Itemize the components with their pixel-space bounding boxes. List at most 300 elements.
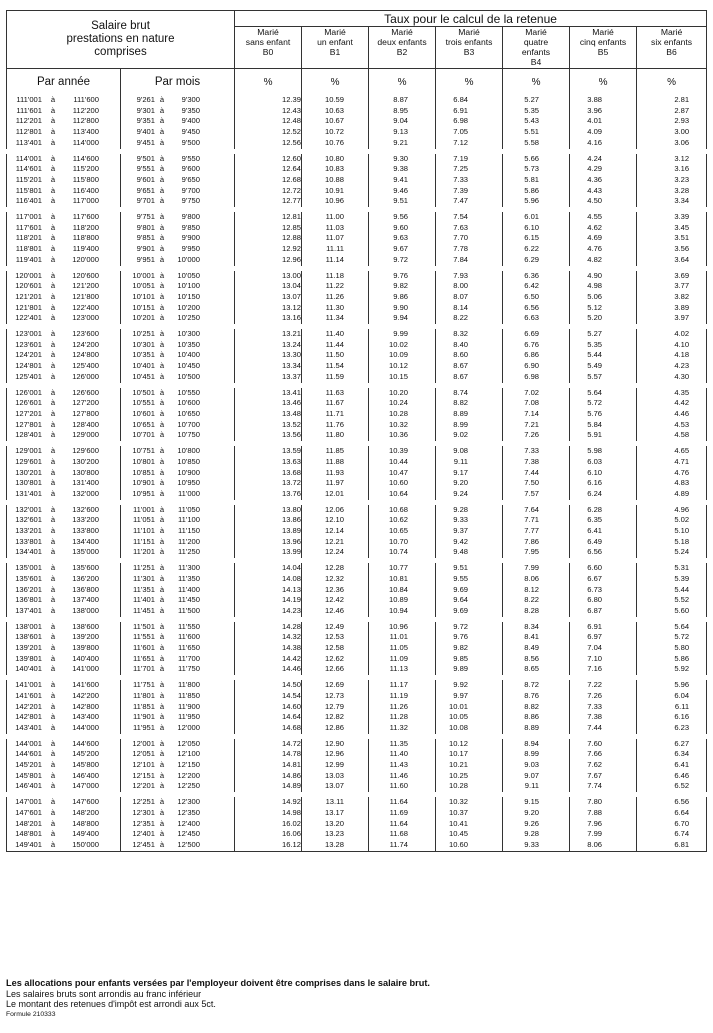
rate-b5: 7.80 xyxy=(570,795,637,808)
rate-b5: 7.60 xyxy=(570,736,637,749)
table-row xyxy=(7,537,707,548)
rate-rows xyxy=(7,95,707,851)
rate-b2: 9.76 xyxy=(369,268,436,281)
rate-b4: 6.36 xyxy=(503,268,570,281)
annual-range xyxy=(7,585,121,596)
column-header-line: B3 xyxy=(463,47,475,58)
monthly-range xyxy=(121,127,235,138)
rate-b1: 12.99 xyxy=(302,760,369,771)
monthly-range xyxy=(121,781,235,794)
rate-b6: 3.82 xyxy=(637,292,707,303)
range-separator: à xyxy=(159,446,165,456)
monthly-range xyxy=(121,303,235,314)
rate-b5: 4.01 xyxy=(570,116,637,127)
monthly-from: 11'051 xyxy=(132,515,155,525)
range-separator: à xyxy=(50,467,56,477)
table-row xyxy=(7,478,707,489)
monthly-from: 10'901 xyxy=(132,478,155,488)
rate-b4: 6.42 xyxy=(503,281,570,292)
rate-b3: 9.69 xyxy=(436,606,503,619)
annual-to: 114'600 xyxy=(72,153,99,163)
annual-range xyxy=(7,175,121,186)
monthly-range xyxy=(121,502,235,515)
range-separator: à xyxy=(159,185,165,195)
salary-header-line: Salaire brut xyxy=(91,20,150,32)
rate-b1: 13.07 xyxy=(302,781,369,794)
table-row xyxy=(7,723,707,736)
range-separator: à xyxy=(159,291,165,301)
rate-b5: 6.03 xyxy=(570,457,637,468)
annual-to: 140'400 xyxy=(72,653,99,663)
rate-b6: 3.51 xyxy=(637,233,707,244)
rate-b0: 12.77 xyxy=(235,196,302,209)
annual-range xyxy=(7,164,121,175)
tax-rate-table xyxy=(6,10,707,852)
rate-b1: 11.71 xyxy=(302,409,369,420)
rate-b3: 6.84 xyxy=(436,95,503,106)
annual-to: 136'200 xyxy=(72,573,99,583)
rate-b4: 6.22 xyxy=(503,244,570,255)
rate-b4: 8.28 xyxy=(503,606,570,619)
range-separator: à xyxy=(159,329,165,339)
rate-b5: 7.16 xyxy=(570,664,637,677)
annual-range xyxy=(7,186,121,197)
annual-to: 147'000 xyxy=(72,781,99,791)
rate-b2: 11.17 xyxy=(369,678,436,691)
rate-b0: 16.02 xyxy=(235,819,302,830)
annual-from: 143'401 xyxy=(15,722,42,732)
rate-b4: 9.11 xyxy=(503,781,570,794)
annual-range xyxy=(7,574,121,585)
monthly-to: 11'850 xyxy=(177,690,200,700)
range-separator: à xyxy=(50,653,56,663)
range-separator: à xyxy=(159,680,165,690)
rate-b4: 6.50 xyxy=(503,292,570,303)
annual-range xyxy=(7,444,121,457)
table-row xyxy=(7,574,707,585)
monthly-from: 12'351 xyxy=(132,818,155,828)
annual-from: 132'601 xyxy=(15,515,42,525)
range-separator: à xyxy=(159,222,165,232)
rate-b0: 12.56 xyxy=(235,138,302,151)
monthly-to: 9'750 xyxy=(181,196,200,206)
range-separator: à xyxy=(159,504,165,514)
annual-from: 120'001 xyxy=(15,270,42,280)
rate-b3: 9.28 xyxy=(436,502,503,515)
rate-b5: 5.84 xyxy=(570,420,637,431)
rate-b6: 5.64 xyxy=(637,619,707,632)
column-header-b4 xyxy=(503,27,570,69)
monthly-to: 12'150 xyxy=(177,760,200,770)
rate-b6: 5.86 xyxy=(637,654,707,665)
monthly-range xyxy=(121,186,235,197)
column-header-line: Marié xyxy=(525,27,547,38)
rate-b5: 6.35 xyxy=(570,515,637,526)
table-row xyxy=(7,255,707,268)
range-separator: à xyxy=(50,632,56,642)
range-separator: à xyxy=(50,95,56,104)
rate-b5: 4.43 xyxy=(570,186,637,197)
rate-b5: 7.67 xyxy=(570,771,637,782)
annual-from: 124'801 xyxy=(15,361,42,371)
rate-b5: 6.73 xyxy=(570,585,637,596)
range-separator: à xyxy=(50,504,56,514)
annual-to: 119'400 xyxy=(72,244,99,254)
rate-b0: 13.00 xyxy=(235,268,302,281)
rate-b2: 10.39 xyxy=(369,444,436,457)
rate-b6: 6.81 xyxy=(637,840,707,851)
rate-b6: 6.74 xyxy=(637,829,707,840)
rate-b2: 8.87 xyxy=(369,95,436,106)
rate-b0: 13.96 xyxy=(235,537,302,548)
annual-to: 127'200 xyxy=(72,398,99,408)
annual-from: 126'601 xyxy=(15,398,42,408)
rate-b4: 8.41 xyxy=(503,632,570,643)
annual-from: 148'201 xyxy=(15,818,42,828)
annual-from: 121'801 xyxy=(15,302,42,312)
rate-b3: 9.85 xyxy=(436,654,503,665)
rate-b0: 12.48 xyxy=(235,116,302,127)
rate-b4: 7.50 xyxy=(503,478,570,489)
annual-to: 122'400 xyxy=(72,302,99,312)
annual-from: 142'201 xyxy=(15,701,42,711)
annual-to: 113'400 xyxy=(72,127,99,137)
monthly-range xyxy=(121,398,235,409)
range-separator: à xyxy=(159,233,165,243)
rate-b6: 4.83 xyxy=(637,478,707,489)
monthly-range xyxy=(121,808,235,819)
table-row xyxy=(7,502,707,515)
rate-b1: 11.97 xyxy=(302,478,369,489)
rate-b2: 10.94 xyxy=(369,606,436,619)
annual-to: 132'000 xyxy=(72,488,99,498)
column-header-b6 xyxy=(637,27,707,69)
monthly-range xyxy=(121,430,235,443)
table-row xyxy=(7,409,707,420)
rate-b4: 7.44 xyxy=(503,468,570,479)
rate-b5: 4.76 xyxy=(570,244,637,255)
rate-b0: 13.56 xyxy=(235,430,302,443)
range-separator: à xyxy=(159,536,165,546)
rate-b6: 4.53 xyxy=(637,420,707,431)
annual-to: 139'800 xyxy=(72,643,99,653)
annual-to: 142'200 xyxy=(72,690,99,700)
rate-b1: 12.49 xyxy=(302,619,369,632)
table-row xyxy=(7,585,707,596)
annual-from: 139'201 xyxy=(15,643,42,653)
rate-b0: 14.38 xyxy=(235,643,302,654)
monthly-range xyxy=(121,361,235,372)
table-row xyxy=(7,643,707,654)
annual-from: 138'001 xyxy=(15,621,42,631)
monthly-to: 11'600 xyxy=(177,632,200,642)
rate-b4: 7.38 xyxy=(503,457,570,468)
annual-range xyxy=(7,515,121,526)
rate-b6: 4.10 xyxy=(637,340,707,351)
range-separator: à xyxy=(159,749,165,759)
rate-b3: 9.76 xyxy=(436,632,503,643)
annual-from: 116'401 xyxy=(15,196,42,206)
annual-from: 131'401 xyxy=(15,488,42,498)
annual-range xyxy=(7,244,121,255)
rate-b3: 10.05 xyxy=(436,712,503,723)
rate-b6: 6.27 xyxy=(637,736,707,749)
range-separator: à xyxy=(50,281,56,291)
annual-range xyxy=(7,760,121,771)
monthly-from: 10'001 xyxy=(132,270,155,280)
range-separator: à xyxy=(159,430,165,440)
rate-b2: 11.68 xyxy=(369,829,436,840)
annual-range xyxy=(7,606,121,619)
annual-range xyxy=(7,664,121,677)
rate-b5: 6.24 xyxy=(570,489,637,502)
table-row xyxy=(7,196,707,209)
range-separator: à xyxy=(50,680,56,690)
rate-b0: 14.32 xyxy=(235,632,302,643)
range-separator: à xyxy=(50,547,56,557)
column-header-b5 xyxy=(570,27,637,69)
rate-b4: 7.99 xyxy=(503,561,570,574)
monthly-to: 10'000 xyxy=(177,254,200,264)
rate-b0: 13.16 xyxy=(235,313,302,326)
monthly-from: 9'401 xyxy=(136,127,155,137)
rate-b2: 9.13 xyxy=(369,127,436,138)
monthly-from: 11'151 xyxy=(132,536,155,546)
annual-from: 112'201 xyxy=(15,116,42,126)
rate-b1: 13.03 xyxy=(302,771,369,782)
table-row xyxy=(7,606,707,619)
table-row xyxy=(7,303,707,314)
annual-range xyxy=(7,478,121,489)
monthly-range xyxy=(121,574,235,585)
monthly-range xyxy=(121,632,235,643)
range-separator: à xyxy=(159,244,165,254)
annual-from: 125'401 xyxy=(15,371,42,381)
column-header-b0 xyxy=(235,27,302,69)
monthly-from: 9'951 xyxy=(136,254,155,264)
rate-b3: 10.32 xyxy=(436,795,503,808)
monthly-range xyxy=(121,385,235,398)
annual-to: 114'000 xyxy=(72,137,99,147)
rate-b3: 7.25 xyxy=(436,164,503,175)
range-separator: à xyxy=(50,573,56,583)
monthly-range xyxy=(121,327,235,340)
annual-range xyxy=(7,547,121,560)
rate-b5: 5.27 xyxy=(570,327,637,340)
range-separator: à xyxy=(50,760,56,770)
monthly-range xyxy=(121,164,235,175)
annual-range xyxy=(7,840,121,851)
range-separator: à xyxy=(50,563,56,573)
monthly-from: 10'951 xyxy=(132,488,155,498)
rate-b5: 6.49 xyxy=(570,537,637,548)
rate-b3: 7.05 xyxy=(436,127,503,138)
annual-range xyxy=(7,327,121,340)
rate-b3: 8.32 xyxy=(436,327,503,340)
monthly-to: 11'100 xyxy=(177,515,200,525)
rate-b2: 9.94 xyxy=(369,313,436,326)
annual-to: 139'200 xyxy=(72,632,99,642)
tax-rate-sheet xyxy=(6,10,706,852)
range-separator: à xyxy=(50,291,56,301)
annual-range xyxy=(7,526,121,537)
monthly-from: 9'851 xyxy=(136,233,155,243)
rate-b3: 8.40 xyxy=(436,340,503,351)
annual-from: 148'801 xyxy=(15,829,42,839)
monthly-to: 9'300 xyxy=(181,95,200,104)
monthly-to: 10'550 xyxy=(177,387,200,397)
rate-b2: 11.19 xyxy=(369,691,436,702)
annual-from: 124'201 xyxy=(15,350,42,360)
rate-b0: 14.46 xyxy=(235,664,302,677)
range-separator: à xyxy=(50,488,56,498)
monthly-range xyxy=(121,840,235,851)
rate-b5: 3.88 xyxy=(570,95,637,106)
annual-range xyxy=(7,619,121,632)
monthly-from: 12'001 xyxy=(132,738,155,748)
monthly-from: 11'501 xyxy=(132,621,155,631)
rate-b2: 11.32 xyxy=(369,723,436,736)
table-row xyxy=(7,664,707,677)
monthly-range xyxy=(121,233,235,244)
annual-from: 135'601 xyxy=(15,573,42,583)
rate-b2: 10.32 xyxy=(369,420,436,431)
annual-range xyxy=(7,409,121,420)
annual-range xyxy=(7,268,121,281)
annual-from: 123'001 xyxy=(15,329,42,339)
range-separator: à xyxy=(50,749,56,759)
rate-b2: 11.64 xyxy=(369,795,436,808)
range-separator: à xyxy=(50,371,56,381)
rate-b6: 5.80 xyxy=(637,643,707,654)
rate-b4: 8.12 xyxy=(503,585,570,596)
range-separator: à xyxy=(159,153,165,163)
rate-b4: 9.26 xyxy=(503,819,570,830)
annual-to: 135'600 xyxy=(72,563,99,573)
annual-to: 133'200 xyxy=(72,515,99,525)
rate-b6: 6.70 xyxy=(637,819,707,830)
monthly-to: 12'050 xyxy=(177,738,200,748)
annual-to: 112'200 xyxy=(72,105,99,115)
rate-b0: 14.89 xyxy=(235,781,302,794)
rate-b6: 2.93 xyxy=(637,116,707,127)
monthly-from: 9'751 xyxy=(136,212,155,222)
monthly-from: 11'251 xyxy=(132,563,155,573)
range-separator: à xyxy=(50,408,56,418)
rate-b3: 9.69 xyxy=(436,585,503,596)
annual-from: 149'401 xyxy=(15,840,42,849)
table-row xyxy=(7,244,707,255)
rate-b2: 10.20 xyxy=(369,385,436,398)
footnote-rounding-tax: Le montant des retenues d'impôt est arrondi aux 5ct. xyxy=(6,999,216,1009)
rate-b4: 8.86 xyxy=(503,712,570,723)
rate-b5: 7.10 xyxy=(570,654,637,665)
rate-b4: 7.08 xyxy=(503,398,570,409)
rate-b3: 7.39 xyxy=(436,186,503,197)
annual-range xyxy=(7,502,121,515)
rate-b6: 4.76 xyxy=(637,468,707,479)
table-row xyxy=(7,515,707,526)
annual-to: 124'800 xyxy=(72,350,99,360)
table-row xyxy=(7,760,707,771)
rate-b0: 14.68 xyxy=(235,723,302,736)
rate-b0: 13.12 xyxy=(235,303,302,314)
range-separator: à xyxy=(159,840,165,849)
annual-from: 146'401 xyxy=(15,781,42,791)
annual-from: 127'801 xyxy=(15,419,42,429)
range-separator: à xyxy=(159,760,165,770)
annual-range xyxy=(7,233,121,244)
annual-to: 132'600 xyxy=(72,504,99,514)
monthly-to: 10'200 xyxy=(177,302,200,312)
monthly-to: 10'100 xyxy=(177,281,200,291)
rate-b0: 13.07 xyxy=(235,292,302,303)
rate-b2: 10.15 xyxy=(369,372,436,385)
monthly-to: 10'150 xyxy=(177,291,200,301)
rate-b4: 6.76 xyxy=(503,340,570,351)
rate-b3: 9.92 xyxy=(436,678,503,691)
monthly-to: 11'050 xyxy=(177,504,200,514)
monthly-range xyxy=(121,116,235,127)
monthly-range xyxy=(121,515,235,526)
rate-b1: 12.62 xyxy=(302,654,369,665)
table-row xyxy=(7,561,707,574)
annual-range xyxy=(7,196,121,209)
rate-b2: 11.09 xyxy=(369,654,436,665)
monthly-to: 11'700 xyxy=(177,653,200,663)
range-separator: à xyxy=(50,398,56,408)
annual-to: 131'400 xyxy=(72,478,99,488)
annual-to: 120'000 xyxy=(72,254,99,264)
range-separator: à xyxy=(159,526,165,536)
rate-b4: 6.01 xyxy=(503,210,570,223)
table-row xyxy=(7,223,707,234)
rate-b1: 11.80 xyxy=(302,430,369,443)
monthly-from: 12'151 xyxy=(132,770,155,780)
salary-header-line: comprises xyxy=(94,46,147,58)
annual-to: 117'000 xyxy=(72,196,99,206)
rate-b3: 8.60 xyxy=(436,350,503,361)
rate-b3: 7.47 xyxy=(436,196,503,209)
rate-b1: 12.58 xyxy=(302,643,369,654)
table-row xyxy=(7,840,707,851)
monthly-to: 12'200 xyxy=(177,770,200,780)
percent-header: % xyxy=(436,69,503,96)
range-separator: à xyxy=(50,515,56,525)
rate-b5: 4.98 xyxy=(570,281,637,292)
annual-range xyxy=(7,561,121,574)
rate-b1: 12.66 xyxy=(302,664,369,677)
annual-to: 129'000 xyxy=(72,430,99,440)
rate-b3: 6.91 xyxy=(436,106,503,117)
monthly-from: 10'551 xyxy=(132,398,155,408)
rate-b1: 10.67 xyxy=(302,116,369,127)
rate-b3: 8.67 xyxy=(436,372,503,385)
rate-b5: 7.22 xyxy=(570,678,637,691)
rate-b0: 14.23 xyxy=(235,606,302,619)
annual-from: 123'601 xyxy=(15,339,42,349)
rate-b1: 13.23 xyxy=(302,829,369,840)
annual-from: 130'201 xyxy=(15,467,42,477)
monthly-range xyxy=(121,210,235,223)
rate-b5: 6.67 xyxy=(570,574,637,585)
range-separator: à xyxy=(50,595,56,605)
percent-header: % xyxy=(302,69,369,96)
table-row xyxy=(7,691,707,702)
range-separator: à xyxy=(50,797,56,807)
monthly-from: 10'401 xyxy=(132,361,155,371)
rate-b5: 6.16 xyxy=(570,478,637,489)
